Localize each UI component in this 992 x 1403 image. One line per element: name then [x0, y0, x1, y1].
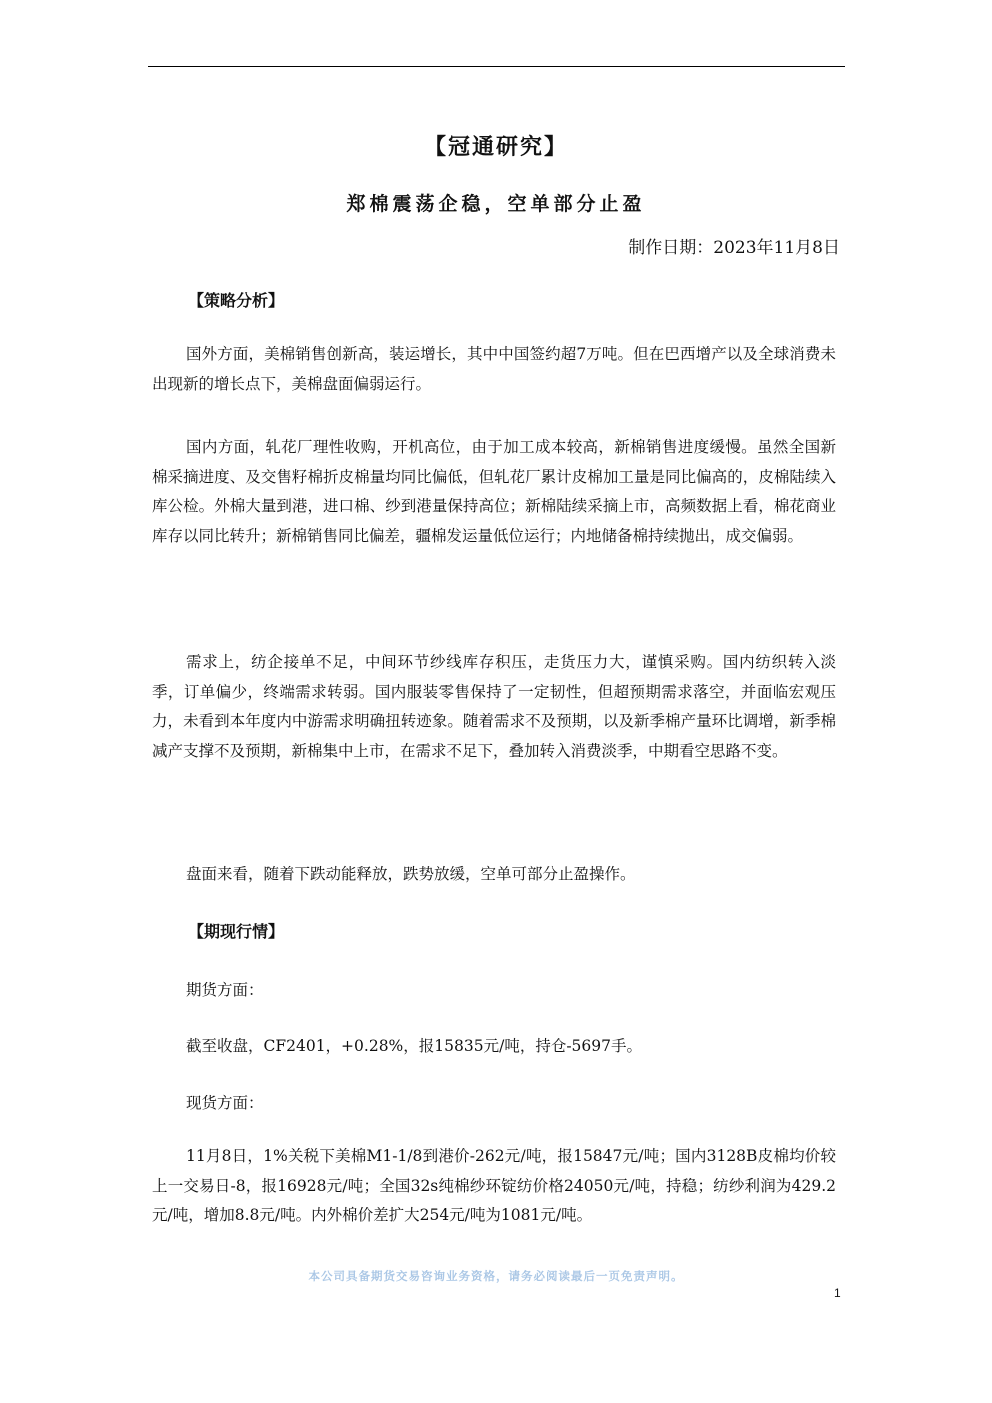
strategy-paragraph-overseas: 国外方面，美棉销售创新高，装运增长，其中中国签约超7万吨。但在巴西增产以及全球消费未出现新的增长点下，美棉盘面偏弱运行。	[152, 345, 836, 393]
strategy-paragraph-conclusion: 盘面来看，随着下跌动能释放，跌势放缓，空单可部分止盈操作。	[186, 865, 636, 883]
strategy-heading: 【策略分析】	[188, 291, 285, 310]
futures-label: 期货方面：	[186, 981, 264, 999]
page-number: 1	[834, 1286, 841, 1300]
strategy-paragraph-demand: 需求上，纺企接单不足，中间环节纱线库存积压，走货压力大，谨慎采购。国内纺织转入淡季，订单偏少，终端需求转弱。国内服装零售保持了一定韧性，但超预期需求落空，并面临宏观压力，未看到本年度内中游需求明确扭转迹象。随着需求不及预期，以及新季棉产量环比调增，新季棉减产支撑不及预期，新棉集中上市，在需求不足下，叠加转入消费淡季，中期看空思路不变。	[152, 653, 836, 760]
report-date: 制作日期：2023年11月8日	[628, 238, 840, 258]
brand-heading: 【冠通研究】	[423, 134, 568, 160]
market-heading: 【期现行情】	[188, 922, 285, 941]
spot-label: 现货方面：	[186, 1094, 264, 1112]
report-title: 郑棉震荡企稳，空单部分止盈	[346, 193, 646, 215]
spot-text: 11月8日，1%关税下美棉M1-1/8到港价-262元/吨，报15847元/吨；国内3128B皮棉均价较上一交易日-8，报16928元/吨；全国32s纯棉纱环锭纺价格24050元/吨，持稳；纺纱利润为429.2元/吨，增加8.8元/吨。内外棉价差扩大254元/吨为1081元/吨。	[152, 1147, 836, 1224]
footer-disclaimer: 本公司具备期货交易咨询业务资格，请务必阅读最后一页免责声明。	[308, 1269, 684, 1283]
futures-text: 截至收盘，CF2401，+0.28%，报15835元/吨，持仓-5697手。	[186, 1037, 643, 1055]
header-rule	[148, 66, 845, 67]
strategy-paragraph-domestic: 国内方面，轧花厂理性收购，开机高位，由于加工成本较高，新棉销售进度缓慢。虽然全国新棉采摘进度、及交售籽棉折皮棉量均同比偏低，但轧花厂累计皮棉加工量是同比偏高的，皮棉陆续入库公检。外棉大量到港，进口棉、纱到港量保持高位；新棉陆续采摘上市，高频数据上看，棉花商业库存以同比转升；新棉销售同比偏差，疆棉发运量低位运行；内地储备棉持续抛出，成交偏弱。	[152, 438, 836, 545]
